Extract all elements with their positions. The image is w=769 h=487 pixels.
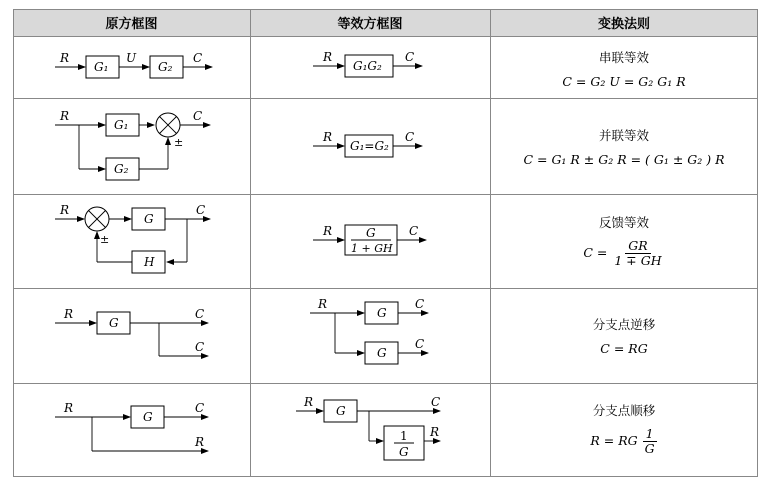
block-numerator-label: 1 xyxy=(400,429,408,443)
rule-branch-backward xyxy=(490,315,758,356)
signal-r-label: R xyxy=(60,51,70,65)
block-numerator-label: G xyxy=(366,226,376,240)
rule-branch-forward xyxy=(490,401,758,456)
feedback-equivalent-diagram xyxy=(313,224,426,255)
signal-c-label: C xyxy=(195,401,205,415)
rule-title: 分支点顺移 xyxy=(592,403,656,418)
block-denominator-label: G xyxy=(399,445,409,459)
header-rule: 变换法则 xyxy=(490,9,758,36)
rule-feedback xyxy=(490,213,758,268)
series-equivalent-diagram xyxy=(313,50,422,77)
block-g-label: G xyxy=(143,410,153,424)
block-denominator-label: 1 + GH xyxy=(351,242,393,255)
block-g-label: G xyxy=(144,212,154,226)
signal-c-label: C xyxy=(415,337,425,351)
block-g1-label: G₁ xyxy=(114,118,129,132)
branch-backward-original-diagram xyxy=(55,307,208,356)
signal-c-label: C xyxy=(431,395,441,409)
signal-c-label: C xyxy=(196,203,206,217)
block-g2-label: G₂ xyxy=(158,60,173,74)
signal-c-label: C xyxy=(405,50,415,64)
block-g1g2-label: G₁=G₂ xyxy=(350,139,389,153)
signal-r-label: R xyxy=(430,425,440,439)
branch-forward-equivalent-diagram xyxy=(296,395,440,460)
signal-c-label: C xyxy=(193,109,203,123)
rule-title: 并联等效 xyxy=(598,128,649,143)
signal-c-label: C xyxy=(405,130,415,144)
feedback-original-diagram xyxy=(55,203,210,273)
rule-formula: C = RG xyxy=(600,341,648,356)
signal-r-label: R xyxy=(318,297,328,311)
block-g1g2-label: G₁G₂ xyxy=(353,59,382,73)
rule-formula-denominator: 1 ∓ GH xyxy=(614,253,662,268)
branch-backward-equivalent-diagram xyxy=(310,297,428,364)
sign-label: ± xyxy=(174,136,184,149)
signal-r-label: R xyxy=(64,307,74,321)
block-g-label: G xyxy=(377,306,387,320)
header-original: 原方框图 xyxy=(13,9,250,36)
signal-c-label: C xyxy=(193,51,203,65)
rule-title: 分支点逆移 xyxy=(592,317,656,332)
rule-title: 反馈等效 xyxy=(598,215,649,230)
signal-u-label: U xyxy=(126,51,137,65)
block-h-label: H xyxy=(144,255,155,269)
parallel-original-diagram xyxy=(55,109,210,180)
rule-formula: C = G₁ R ± G₂ R = ( G₁ ± G₂ ) R xyxy=(523,152,725,167)
signal-r-label: R xyxy=(64,401,74,415)
block-g-label: G xyxy=(336,404,346,418)
signal-r-label: R xyxy=(323,50,333,64)
rule-title: 串联等效 xyxy=(598,50,649,65)
block-g-label: G xyxy=(377,346,387,360)
rule-formula: C = G₂ U = G₂ G₁ R xyxy=(562,74,686,89)
sign-label: ± xyxy=(100,233,110,246)
rule-formula-numerator: GR xyxy=(625,239,650,254)
rule-series xyxy=(490,48,758,89)
rule-formula-lhs: C = xyxy=(583,245,608,260)
signal-r-label: R xyxy=(323,130,333,144)
signal-r-label: R xyxy=(60,109,70,123)
series-original-diagram xyxy=(55,51,212,78)
signal-c-label: C xyxy=(195,307,205,321)
transform-table xyxy=(13,9,758,477)
parallel-equivalent-diagram xyxy=(313,130,422,157)
signal-c-label: C xyxy=(415,297,425,311)
signal-r-label: R xyxy=(323,224,333,238)
rule-formula-numerator: 1 xyxy=(643,427,657,442)
signal-r-label: R xyxy=(60,203,70,217)
rule-parallel xyxy=(490,126,758,167)
signal-c-label: C xyxy=(409,224,419,238)
block-g-label: G xyxy=(109,316,119,330)
branch-forward-original-diagram xyxy=(55,401,208,451)
rule-formula-lhs: R = RG xyxy=(590,433,638,448)
block-g2-label: G₂ xyxy=(114,162,129,176)
signal-r-label: R xyxy=(304,395,314,409)
signal-c-label: C xyxy=(195,340,205,354)
signal-r-label: R xyxy=(195,435,205,449)
header-equivalent: 等效方框图 xyxy=(250,9,490,36)
block-g1-label: G₁ xyxy=(94,60,109,74)
rule-formula-denominator: G xyxy=(644,441,655,456)
